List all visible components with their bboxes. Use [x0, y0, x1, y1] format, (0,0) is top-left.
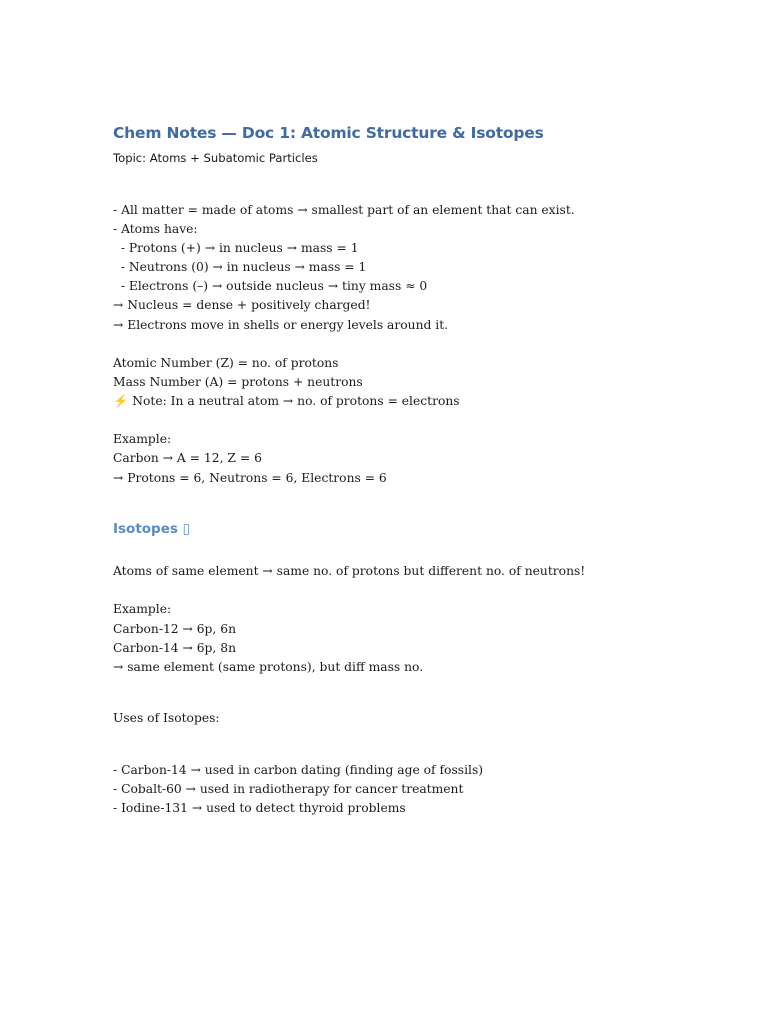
- uses-item-1: - Carbon-14 → used in carbon dating (finding age of fossils): [113, 763, 484, 777]
- note-line: ⚡ Note: In a neutral atom → no. of protons = electrons: [113, 394, 460, 408]
- atoms-line-2: - Atoms have:: [113, 222, 198, 236]
- atomic-number-line: Atomic Number (Z) = no. of protons: [113, 356, 339, 370]
- uses-item-2: - Cobalt-60 → used in radiotherapy for cancer treatment: [113, 782, 464, 796]
- isotopes-heading: Isotopes ▯: [113, 521, 191, 537]
- example2-line-2: Carbon-14 → 6p, 8n: [113, 641, 236, 655]
- document-title: Chem Notes — Doc 1: Atomic Structure & Isotopes: [113, 124, 544, 142]
- example1-label: Example:: [113, 432, 172, 446]
- isotopes-definition: Atoms of same element → same no. of protons but different no. of neutrons!: [113, 564, 586, 578]
- example1-line-2: → Protons = 6, Neutrons = 6, Electrons = 6: [113, 471, 387, 485]
- example2-label: Example:: [113, 602, 172, 616]
- atoms-line-6: → Nucleus = dense + positively charged!: [113, 298, 371, 312]
- uses-item-3: - Iodine-131 → used to detect thyroid problems: [113, 801, 406, 815]
- atoms-line-4: - Neutrons (0) → in nucleus → mass = 1: [113, 260, 367, 274]
- topic-line: Topic: Atoms + Subatomic Particles: [113, 151, 318, 165]
- atoms-line-7: → Electrons move in shells or energy levels around it.: [113, 318, 449, 332]
- uses-heading: Uses of Isotopes:: [113, 711, 220, 725]
- atoms-line-3: - Protons (+) → in nucleus → mass = 1: [113, 241, 359, 255]
- mass-number-line: Mass Number (A) = protons + neutrons: [113, 375, 363, 389]
- atoms-line-1: - All matter = made of atoms → smallest part of an element that can exist.: [113, 203, 575, 217]
- example2-line-3: → same element (same protons), but diff mass no.: [113, 660, 424, 674]
- example2-line-1: Carbon-12 → 6p, 6n: [113, 622, 236, 636]
- example1-line-1: Carbon → A = 12, Z = 6: [113, 451, 262, 465]
- atoms-line-5: - Electrons (–) → outside nucleus → tiny mass ≈ 0: [113, 279, 428, 293]
